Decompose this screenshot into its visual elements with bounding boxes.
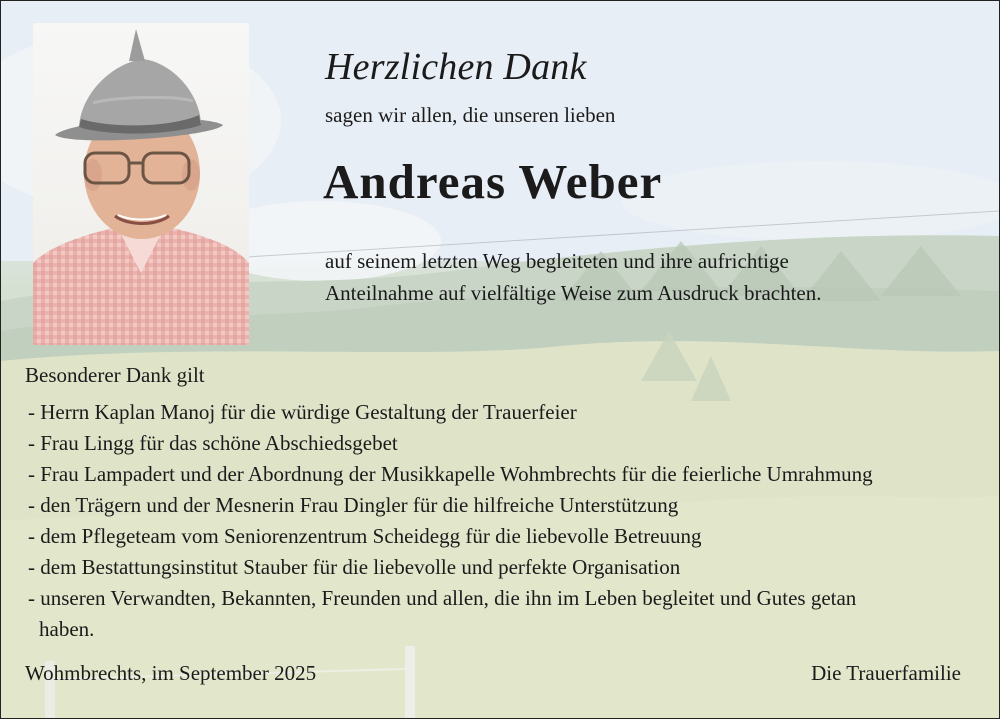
thanks-item: - dem Bestattungsinstitut Stauber für die liebevolle und perfekte Organisation bbox=[28, 555, 681, 579]
signature: Die Trauerfamilie bbox=[811, 661, 961, 685]
portrait-illustration bbox=[33, 23, 249, 345]
body-text bbox=[325, 245, 965, 309]
body-line: Anteilnahme auf vielfältige Weise zum Ausdruck brachten. bbox=[325, 281, 822, 305]
thanks-item: - Frau Lampadert und der Abordnung der Musikkapelle Wohmbrechts für die feierliche Umrahmung bbox=[28, 462, 873, 486]
thanks-item: - Herrn Kaplan Manoj für die würdige Gestaltung der Trauerfeier bbox=[28, 400, 577, 424]
intro-text: sagen wir allen, die unseren lieben bbox=[325, 103, 616, 127]
portrait-photo bbox=[33, 23, 249, 345]
body-line: auf seinem letzten Weg begleiteten und ihre aufrichtige bbox=[325, 249, 789, 273]
place-date: Wohmbrechts, im September 2025 bbox=[25, 661, 317, 685]
special-thanks-heading: Besonderer Dank gilt bbox=[25, 363, 205, 387]
thanks-item: - den Trägern und der Mesnerin Frau Dingler für die hilfreiche Unterstützung bbox=[28, 493, 679, 517]
headline: Herzlichen Dank bbox=[325, 46, 587, 88]
thanks-item: - Frau Lingg für das schöne Abschiedsgebet bbox=[28, 431, 398, 455]
deceased-name: Andreas Weber bbox=[323, 154, 663, 209]
thanks-item: - unseren Verwandten, Bekannten, Freunden und allen, die ihn im Leben begleitet und Gutes getan haben. bbox=[28, 586, 857, 641]
special-thanks-list bbox=[28, 397, 969, 645]
thanks-item: - dem Pflegeteam vom Seniorenzentrum Scheidegg für die liebevolle Betreuung bbox=[28, 524, 702, 548]
